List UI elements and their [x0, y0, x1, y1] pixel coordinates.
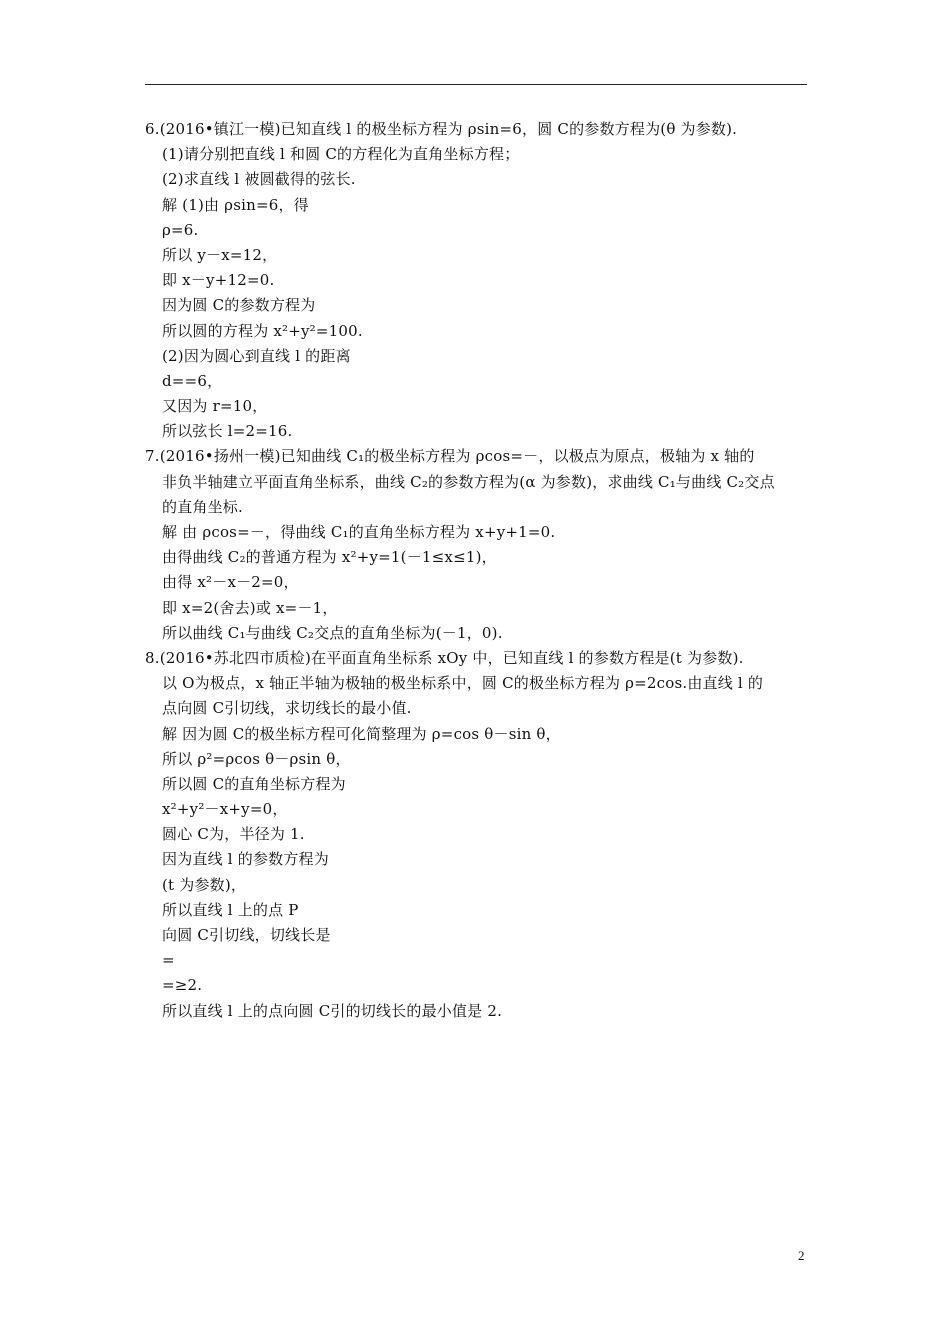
problem-7-statement-cont: 非负半轴建立平面直角坐标系，曲线 C₂的参数方程为(α 为参数)，求曲线 C₁与曲线 C₂交点 [162, 472, 775, 491]
solution-line: (t 为参数)， [162, 875, 247, 894]
solution-line: 所以圆的方程为 x²+y²=100. [162, 321, 363, 340]
solution-line: 因为圆 C的参数方程为 [162, 296, 316, 315]
solution-line: 所以直线 l 上的点向圆 C引的切线长的最小值是 2. [162, 1001, 503, 1020]
document-body [145, 117, 815, 1024]
solution-line: 所以弦长 l=2=16. [162, 422, 293, 441]
solution-line: 即 x=2(舍去)或 x=－1， [162, 598, 338, 617]
solution-line: =≥2. [162, 976, 203, 995]
problem-8-statement: 8.(2016•苏北四市质检)在平面直角坐标系 xOy 中，已知直线 l 的参数方程是(t 为参数). [145, 648, 744, 667]
solution-line: d==6， [162, 371, 223, 390]
solution-line: 又因为 r=10， [162, 397, 268, 416]
page-number: 2 [798, 1248, 805, 1263]
problem-6-statement: 6.(2016•镇江一模)已知直线 l 的极坐标方程为 ρsin=6，圆 C的参数方程为(θ 为参数). [145, 120, 738, 138]
solution-line: 圆心 C为，半径为 1. [162, 825, 305, 844]
solution-line: 解 (1)由 ρsin=6，得 [162, 195, 309, 214]
problem-8-statement-cont: 点向圆 C引切线，求切线长的最小值. [162, 699, 412, 718]
solution-line: 解 由 ρcos=－，得曲线 C₁的直角坐标方程为 x+y+1=0. [162, 523, 556, 541]
solution-line: (2)因为圆心到直线 l 的距离 [162, 346, 351, 365]
solution-line: 因为直线 l 的参数方程为 [162, 850, 329, 869]
solution-line: = [162, 951, 175, 970]
solution-line: x²+y²－x+y=0， [162, 800, 288, 819]
problem-6-part-2: (2)求直线 l 被圆截得的弦长. [162, 170, 356, 189]
solution-line: 所以直线 l 上的点 P [162, 900, 299, 919]
solution-line: 所以曲线 C₁与曲线 C₂交点的直角坐标为(－1，0). [162, 623, 503, 642]
problem-7-statement: 7.(2016•扬州一模)已知曲线 C₁的极坐标方程为 ρcos=－，以极点为原点，极轴为 x 轴的 [145, 447, 755, 466]
solution-line: 解 因为圆 C的极坐标方程可化简整理为 ρ=cos θ－sin θ， [162, 724, 561, 743]
solution-line: 所以 y－x=12， [162, 245, 278, 264]
solution-line: 向圆 C引切线，切线长是 [162, 926, 331, 944]
solution-line: 由得 x²－x－2=0， [162, 573, 299, 592]
problem-8-statement-cont: 以 O为极点，x 轴正半轴为极轴的极坐标系中，圆 C的极坐标方程为 ρ=2cos.由直线 l 的 [162, 674, 764, 693]
solution-line: 所以 ρ²=ρcos θ－ρsin θ， [162, 749, 351, 768]
header-rule [145, 84, 807, 85]
solution-line: ρ=6. [162, 220, 199, 239]
solution-line: 即 x－y+12=0. [162, 271, 275, 290]
solution-line: 由得曲线 C₂的普通方程为 x²+y=1(－1≤x≤1)， [162, 548, 497, 567]
problem-7-statement-cont: 的直角坐标. [162, 497, 243, 516]
solution-line: 所以圆 C的直角坐标方程为 [162, 774, 346, 793]
problem-6-part-1: (1)请分别把直线 l 和圆 C的方程化为直角坐标方程； [162, 145, 520, 164]
